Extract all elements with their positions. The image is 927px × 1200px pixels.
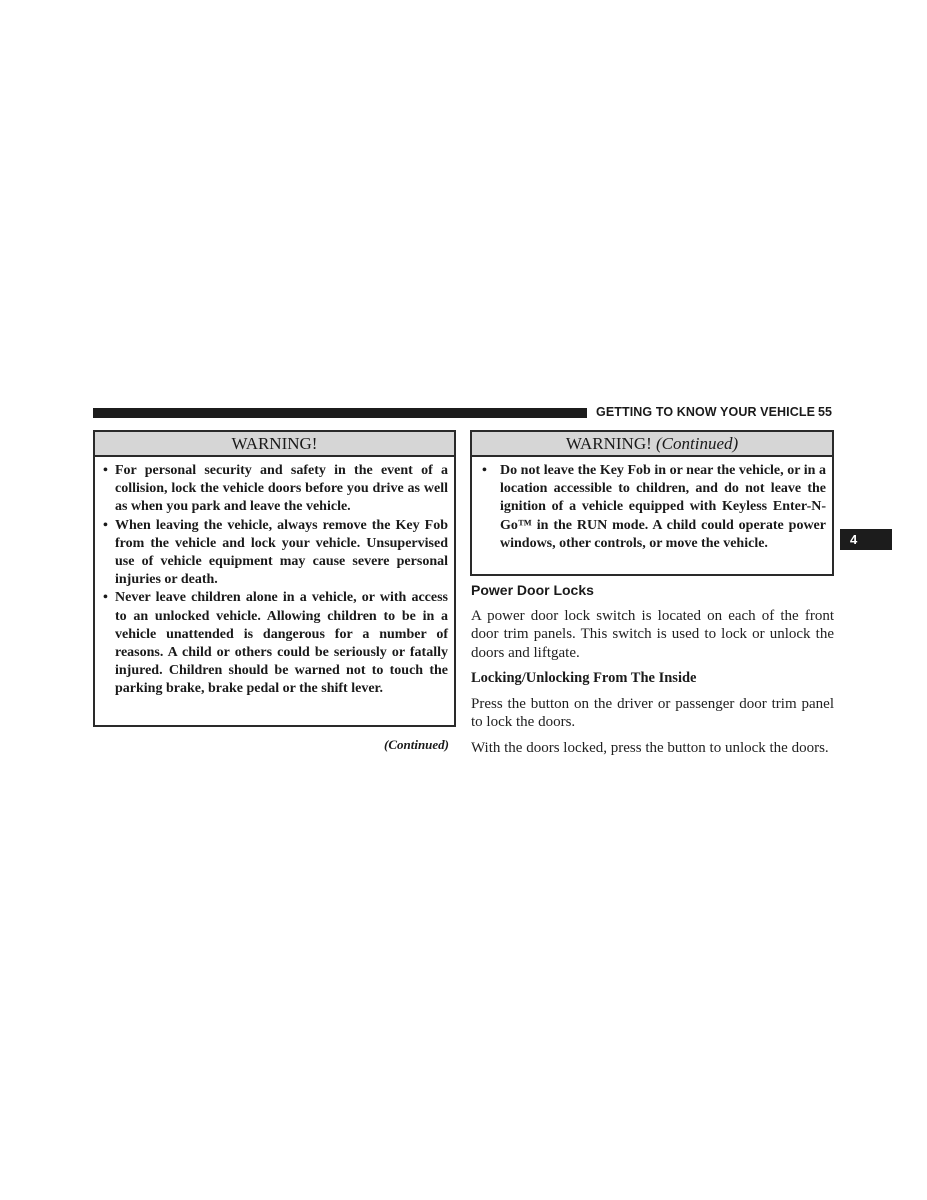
warning-body [95, 457, 454, 705]
warning-item [103, 589, 448, 698]
continued-note: (Continued) [383, 737, 449, 752]
warning-header [472, 432, 832, 457]
bullet-icon: • [103, 590, 108, 606]
section-heading: Power Door Locks [471, 582, 594, 598]
warning-item-text: Never leave children alone in a vehicle, or with access to an unlocked vehicle. Allowing children to be in a vehicle unattended is dangerous for a number of reasons. A child or others could be seriously or fatally injured. Children should be warned not to touch the parking brake, brake pedal or the shift lever. [115, 590, 448, 697]
paragraph: With the doors locked, press the button to unlock the doors. [471, 740, 829, 756]
warning-box-left [93, 430, 456, 727]
bullet-icon: • [103, 463, 108, 478]
warning-title: WARNING! [565, 434, 652, 453]
warning-item [480, 462, 826, 553]
warning-item-text: Do not leave the Key Fob in or near the vehicle, or in a location accessible to children, and do not leave the ignition of a vehicle equipped with Keyless Enter-N-Go™ in the RUN mode. A child could operate power windows, other controls, or move the vehicle. [500, 463, 826, 551]
paragraph: Press the button on the driver or passenger door trim panel to lock the doors. [471, 696, 834, 731]
bullet-icon: • [103, 517, 108, 533]
subheading: Locking/Unlocking From The Inside [471, 670, 697, 686]
warning-title-continued: (Continued) [656, 434, 739, 453]
section-intro: A power door lock switch is located on each of the front door trim panels. This switch is used to lock or unlock the doors and liftgate. [471, 608, 834, 661]
warning-item-text: When leaving the vehicle, always remove the Key Fob from the vehicle and lock your vehicle. Unsupervised use of vehicle equipment may cause severe personal injuries or death. [115, 517, 448, 588]
chapter-tab: 4 [840, 529, 892, 550]
warning-title: WARNING! [231, 434, 318, 453]
warning-header [95, 432, 454, 457]
warning-body [472, 457, 832, 559]
warning-item-text: For personal security and safety in the event of a collision, lock the vehicle doors before you drive as well as when you park and leave the vehicle. [115, 463, 448, 515]
header-rule [93, 408, 587, 418]
warning-item [103, 517, 448, 590]
warning-item [103, 462, 448, 517]
bullet-icon: • [482, 463, 487, 478]
page-number: 55 [818, 405, 832, 419]
running-header-title: GETTING TO KNOW YOUR VEHICLE [596, 405, 816, 419]
warning-box-right [470, 430, 834, 576]
